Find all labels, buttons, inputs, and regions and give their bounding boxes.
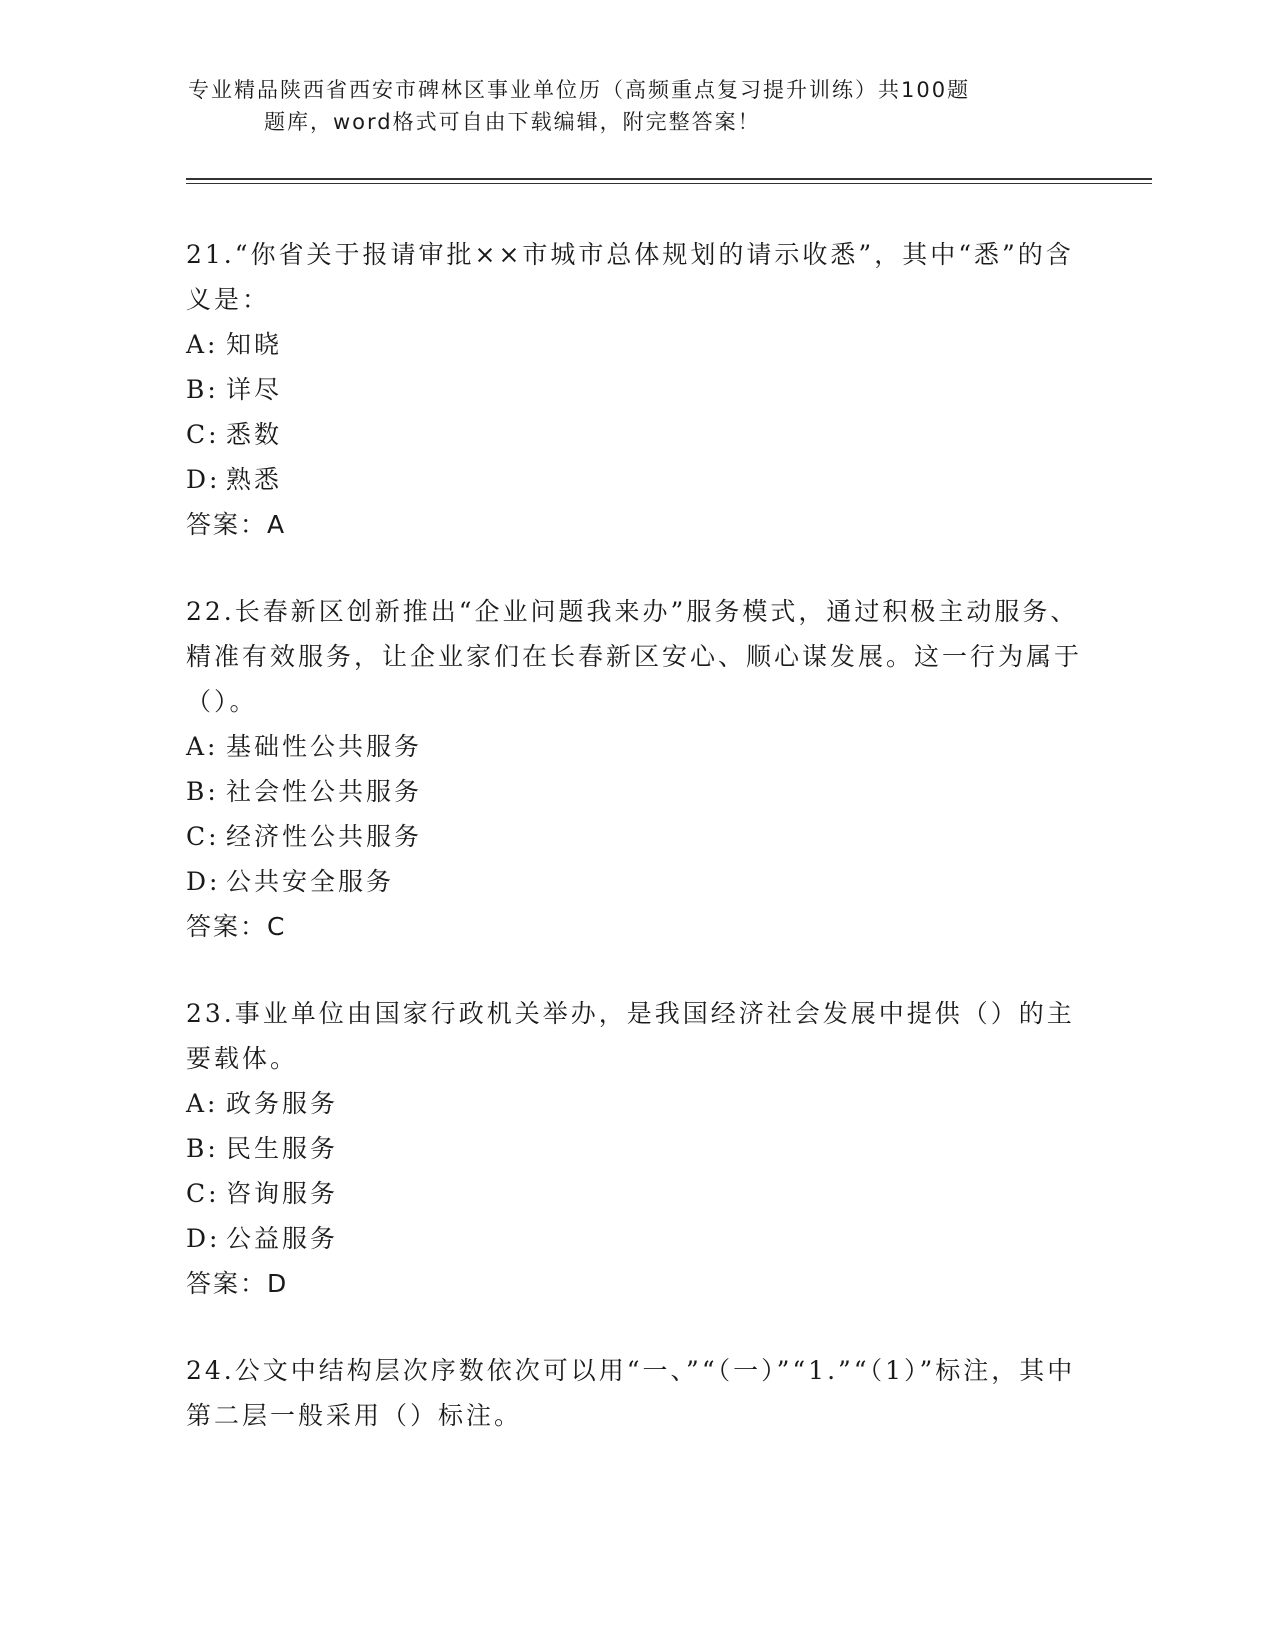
option-b (186, 367, 1086, 412)
answer-line: 答案：C (186, 912, 287, 941)
option-letter: B: (186, 777, 219, 806)
option-c (186, 412, 1086, 457)
question-24 (186, 1348, 1086, 1438)
option-a (186, 724, 1086, 769)
option-text: 政务服务 (226, 1089, 339, 1118)
option-text: 基础性公共服务 (226, 732, 423, 761)
option-text: 熟悉 (226, 465, 283, 494)
option-letter: D: (186, 465, 221, 494)
option-a (186, 1081, 1086, 1126)
question-text: 22.长春新区创新推出“企业问题我来办”服务模式，通过积极主动服务、精准有效服务，让企业家们在长春新区安心、顺心谋发展。这一行为属于（）。 (186, 597, 1083, 716)
question-text: 24.公文中结构层次序数依次可以用“一、”“（一）”“1.”“（1）”标注，其中第二层一般采用（）标注。 (186, 1356, 1076, 1430)
option-letter: C: (186, 822, 220, 851)
document-header (188, 74, 1048, 138)
option-a (186, 322, 1086, 367)
option-c (186, 1171, 1086, 1216)
question-23 (186, 991, 1086, 1306)
option-d (186, 457, 1086, 502)
header-title-line1: 专业精品陕西省西安市碑林区事业单位历（高频重点复习提升训练）共100题 (188, 78, 971, 102)
option-d (186, 859, 1086, 904)
option-b (186, 769, 1086, 814)
option-letter: C: (186, 1179, 220, 1208)
question-21 (186, 232, 1086, 547)
header-divider-thick (186, 178, 1152, 180)
option-letter: A: (186, 732, 219, 761)
option-letter: B: (186, 1134, 219, 1163)
option-letter: D: (186, 1224, 221, 1253)
option-letter: B: (186, 375, 219, 404)
option-text: 咨询服务 (226, 1179, 339, 1208)
option-letter: A: (186, 1089, 219, 1118)
option-text: 经济性公共服务 (226, 822, 423, 851)
option-text: 公共安全服务 (226, 867, 395, 896)
header-divider-thin (186, 183, 1152, 184)
option-text: 知晓 (226, 330, 283, 359)
option-text: 详尽 (226, 375, 283, 404)
option-b (186, 1126, 1086, 1171)
option-letter: D: (186, 867, 221, 896)
answer-line: 答案：D (186, 1269, 289, 1298)
option-d (186, 1216, 1086, 1261)
option-c (186, 814, 1086, 859)
question-text: 23.事业单位由国家行政机关举办，是我国经济社会发展中提供（）的主要载体。 (186, 999, 1075, 1073)
question-22 (186, 589, 1086, 949)
answer-line: 答案：A (186, 510, 287, 539)
question-list (186, 232, 1086, 1480)
question-text: 21.“你省关于报请审批××市城市总体规划的请示收悉”，其中“悉”的含义是： (186, 240, 1074, 314)
option-text: 公益服务 (226, 1224, 339, 1253)
option-text: 民生服务 (226, 1134, 339, 1163)
option-text: 悉数 (226, 420, 283, 449)
header-title-line2: 题库，word格式可自由下载编辑，附完整答案！ (264, 110, 761, 134)
option-letter: C: (186, 420, 220, 449)
option-letter: A: (186, 330, 219, 359)
option-text: 社会性公共服务 (226, 777, 423, 806)
